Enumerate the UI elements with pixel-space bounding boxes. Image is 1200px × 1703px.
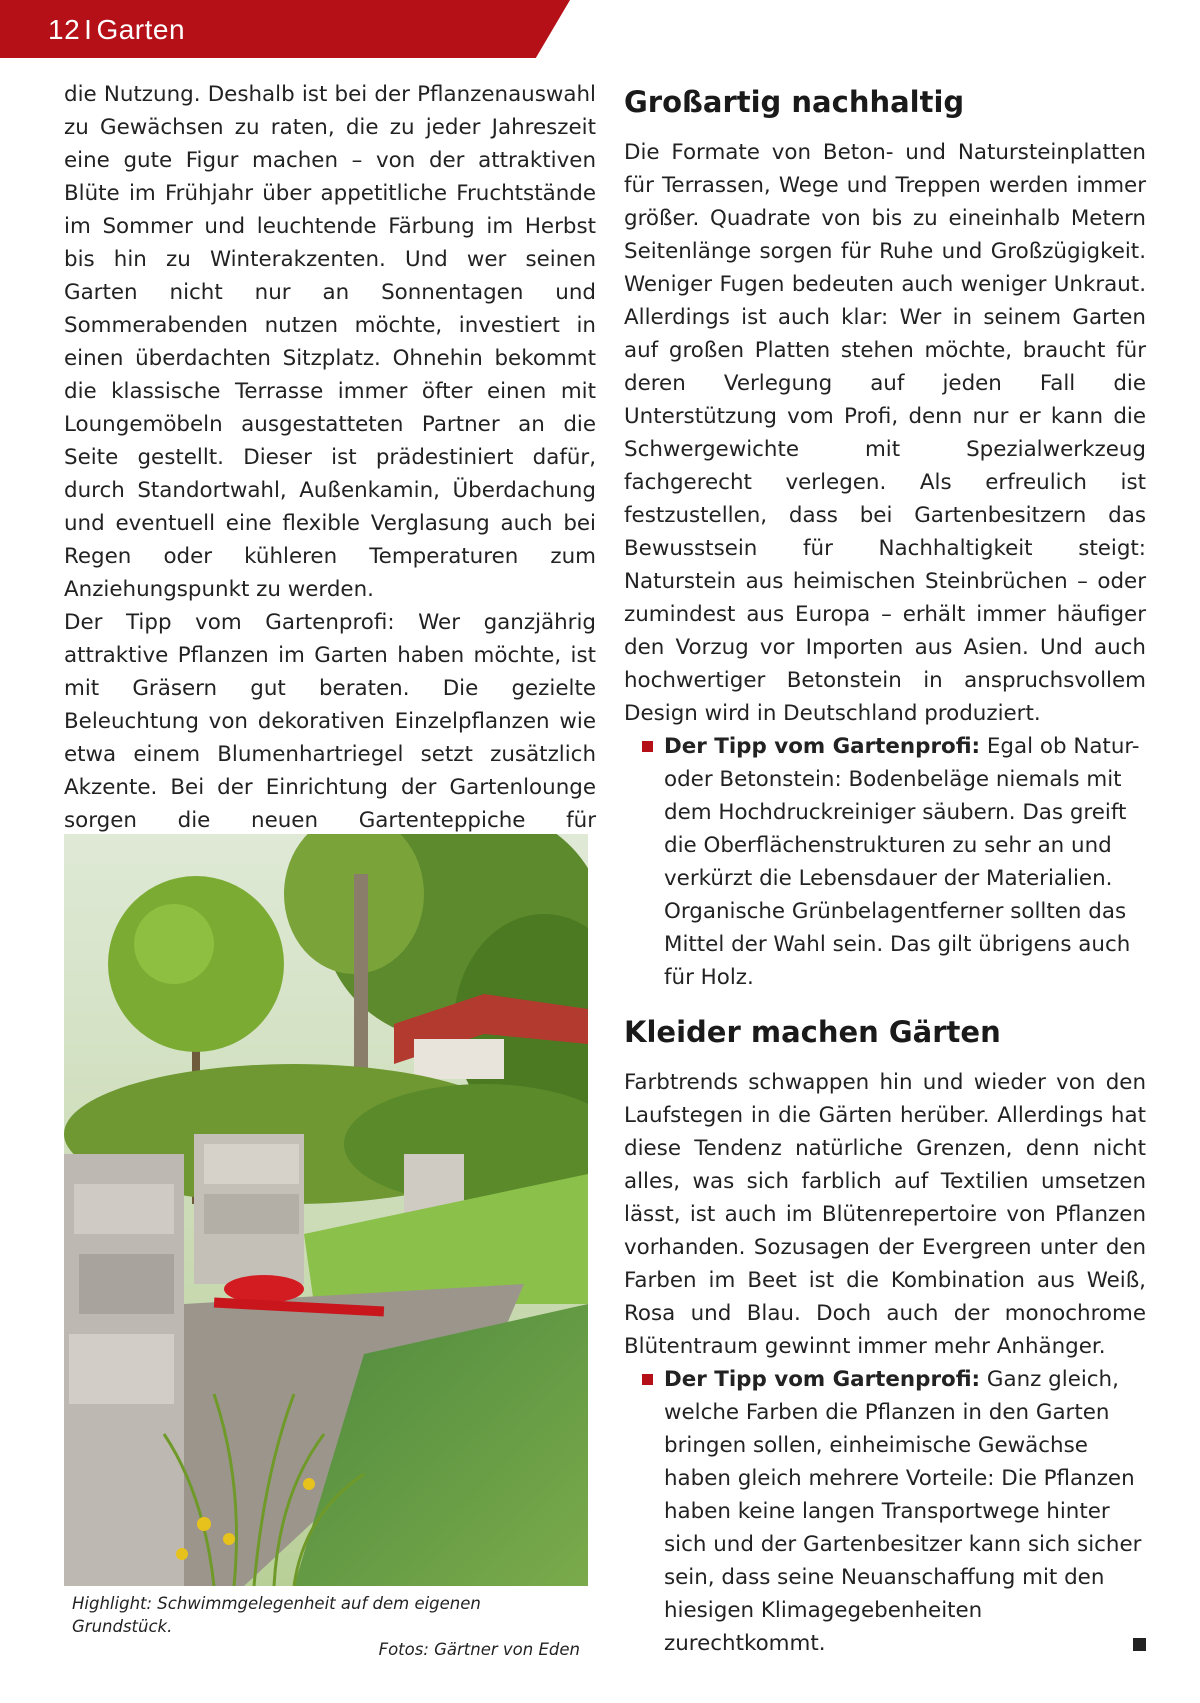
header-separator: I (84, 14, 93, 45)
caption-text: Highlight: Schwimmgelegenheit auf dem eigenen Grundstück. (72, 1594, 481, 1636)
section-heading-grossartig: Großartig nachhaltig (624, 85, 965, 119)
section2-tip (624, 1363, 1146, 1660)
end-of-article-icon (1133, 1638, 1146, 1651)
section2-body: Farbtrends schwappen hin und wieder von den Laufstegen in die Gärten herüber. Allerdings hat diese Tendenz natürliche Grenzen, denn nicht alles, was sich farblich auf Textilien umsetzen lässt, ist auch im Blütenrepertoire von Pflanzen vorhanden. Sozusagen der Evergreen unter den Farben im Beet ist die Kombination aus Weiß, Rosa und Blau. Doch auch der monochrome Blütentraum gewinnt immer mehr Anhänger. (624, 1070, 1146, 1359)
section1-body: Die Formate von Beton- und Natursteinplatten für Terrassen, Wege und Treppen werden immer größer. Quadrate von bis zu eineinhalb Metern Seitenlänge sorgen für Ruhe und Großzügigkeit. Weniger Fugen bedeuten auch weniger Unkraut. Allerdings ist auch klar: Wer in seinem Garten auf großen Platten stehen möchte, braucht für deren Verlegung auf jeden Fall die Unterstützung vom Profi, denn nur er kann die Schwergewichte mit Spezialwerkzeug fachgerecht verlegen. Als erfreulich ist festzustellen, dass bei Gartenbesitzern das Bewusstsein für Nachhaltigkeit steigt: Naturstein aus heimischen Steinbrüchen – oder zumindest aus Europa – erhält immer häufiger den Vorzug vor Importen aus Asien. Und auch hochwertiger Betonstein in anspruchsvollem Design wird in Deutschland produziert. (624, 140, 1146, 726)
tip-label: Der Tipp vom Gartenprofi: (664, 734, 981, 759)
square-bullet-icon (642, 741, 653, 752)
section-name: Garten (96, 14, 186, 45)
section1-tip (624, 730, 1146, 994)
page-number: 12 (48, 14, 81, 45)
garden-photo-illustration (64, 834, 588, 1586)
left-column (64, 78, 596, 870)
left-paragraph-1: die Nutzung. Deshalb ist bei der Pflanzenauswahl zu Gewächsen zu raten, die zu jeder Jahreszeit eine gute Figur machen – von der attraktiven Blüte im Frühjahr über appetitliche Fruchtstände im Sommer und leuchtende Färbung im Herbst bis hin zu Winterakzenten. Und wer seinen Garten nicht nur an Sonnentagen und Sommerabenden nutzen möchte, investiert in einen überdachten Sitzplatz. Ohnehin bekommt die klassische Terrasse immer öfter einen mit Loungemöbeln ausgestatteten Partner an die Seite gestellt. Dieser ist prädestiniert dafür, durch Standortwahl, Außenkamin, Überdachung und eventuell eine flexible Verglasung auch bei Regen oder kühleren Temperaturen zum Anziehungspunkt zu werden. (64, 82, 596, 602)
garden-photo (64, 834, 588, 1586)
photo-credit: Fotos: Gärtner von Eden (378, 1640, 580, 1659)
tip-text: Egal ob Natur- oder Betonstein: Bodenbeläge niemals mit dem Hochdruckreiniger säubern. Das greift die Oberflächenstrukturen zu sehr an und verkürzt die Lebensdauer der Materialien. Organische Grünbelagentferner sollten das Mittel der Wahl sein. Das gilt übrigens auch für Holz. (664, 734, 1140, 990)
photo-caption (72, 1592, 580, 1661)
page-header (48, 14, 185, 46)
tip-text: Ganz gleich, welche Farben die Pflanzen in den Garten bringen sollen, einheimische Gewächse haben gleich mehrere Vorteile: Die Pflanzen haben keine langen Transportwege hinter sich und der Gartenbesitzer kann sich sicher sein, dass seine Neuanschaffung mit den hiesigen Klimagegebenheiten zurechtkommt. (664, 1367, 1142, 1656)
section-heading-kleider: Kleider machen Gärten (624, 1015, 1001, 1049)
square-bullet-icon (642, 1374, 653, 1385)
left-paragraph-2: Der Tipp vom Gartenprofi: Wer ganzjährig attraktive Pflanzen im Garten haben möchte, ist mit Gräsern gut beraten. Die gezielte Beleuchtung von dekorativen Einzelpflanzen wie etwa einem Blumenhartriegel setzt zusätzlich Akzente. Bei der Einrichtung der Gartenlounge sorgen die neuen Gartenteppiche für (64, 610, 596, 833)
tip-label: Der Tipp vom Gartenprofi: (664, 1367, 981, 1392)
right-column (624, 82, 1146, 1660)
